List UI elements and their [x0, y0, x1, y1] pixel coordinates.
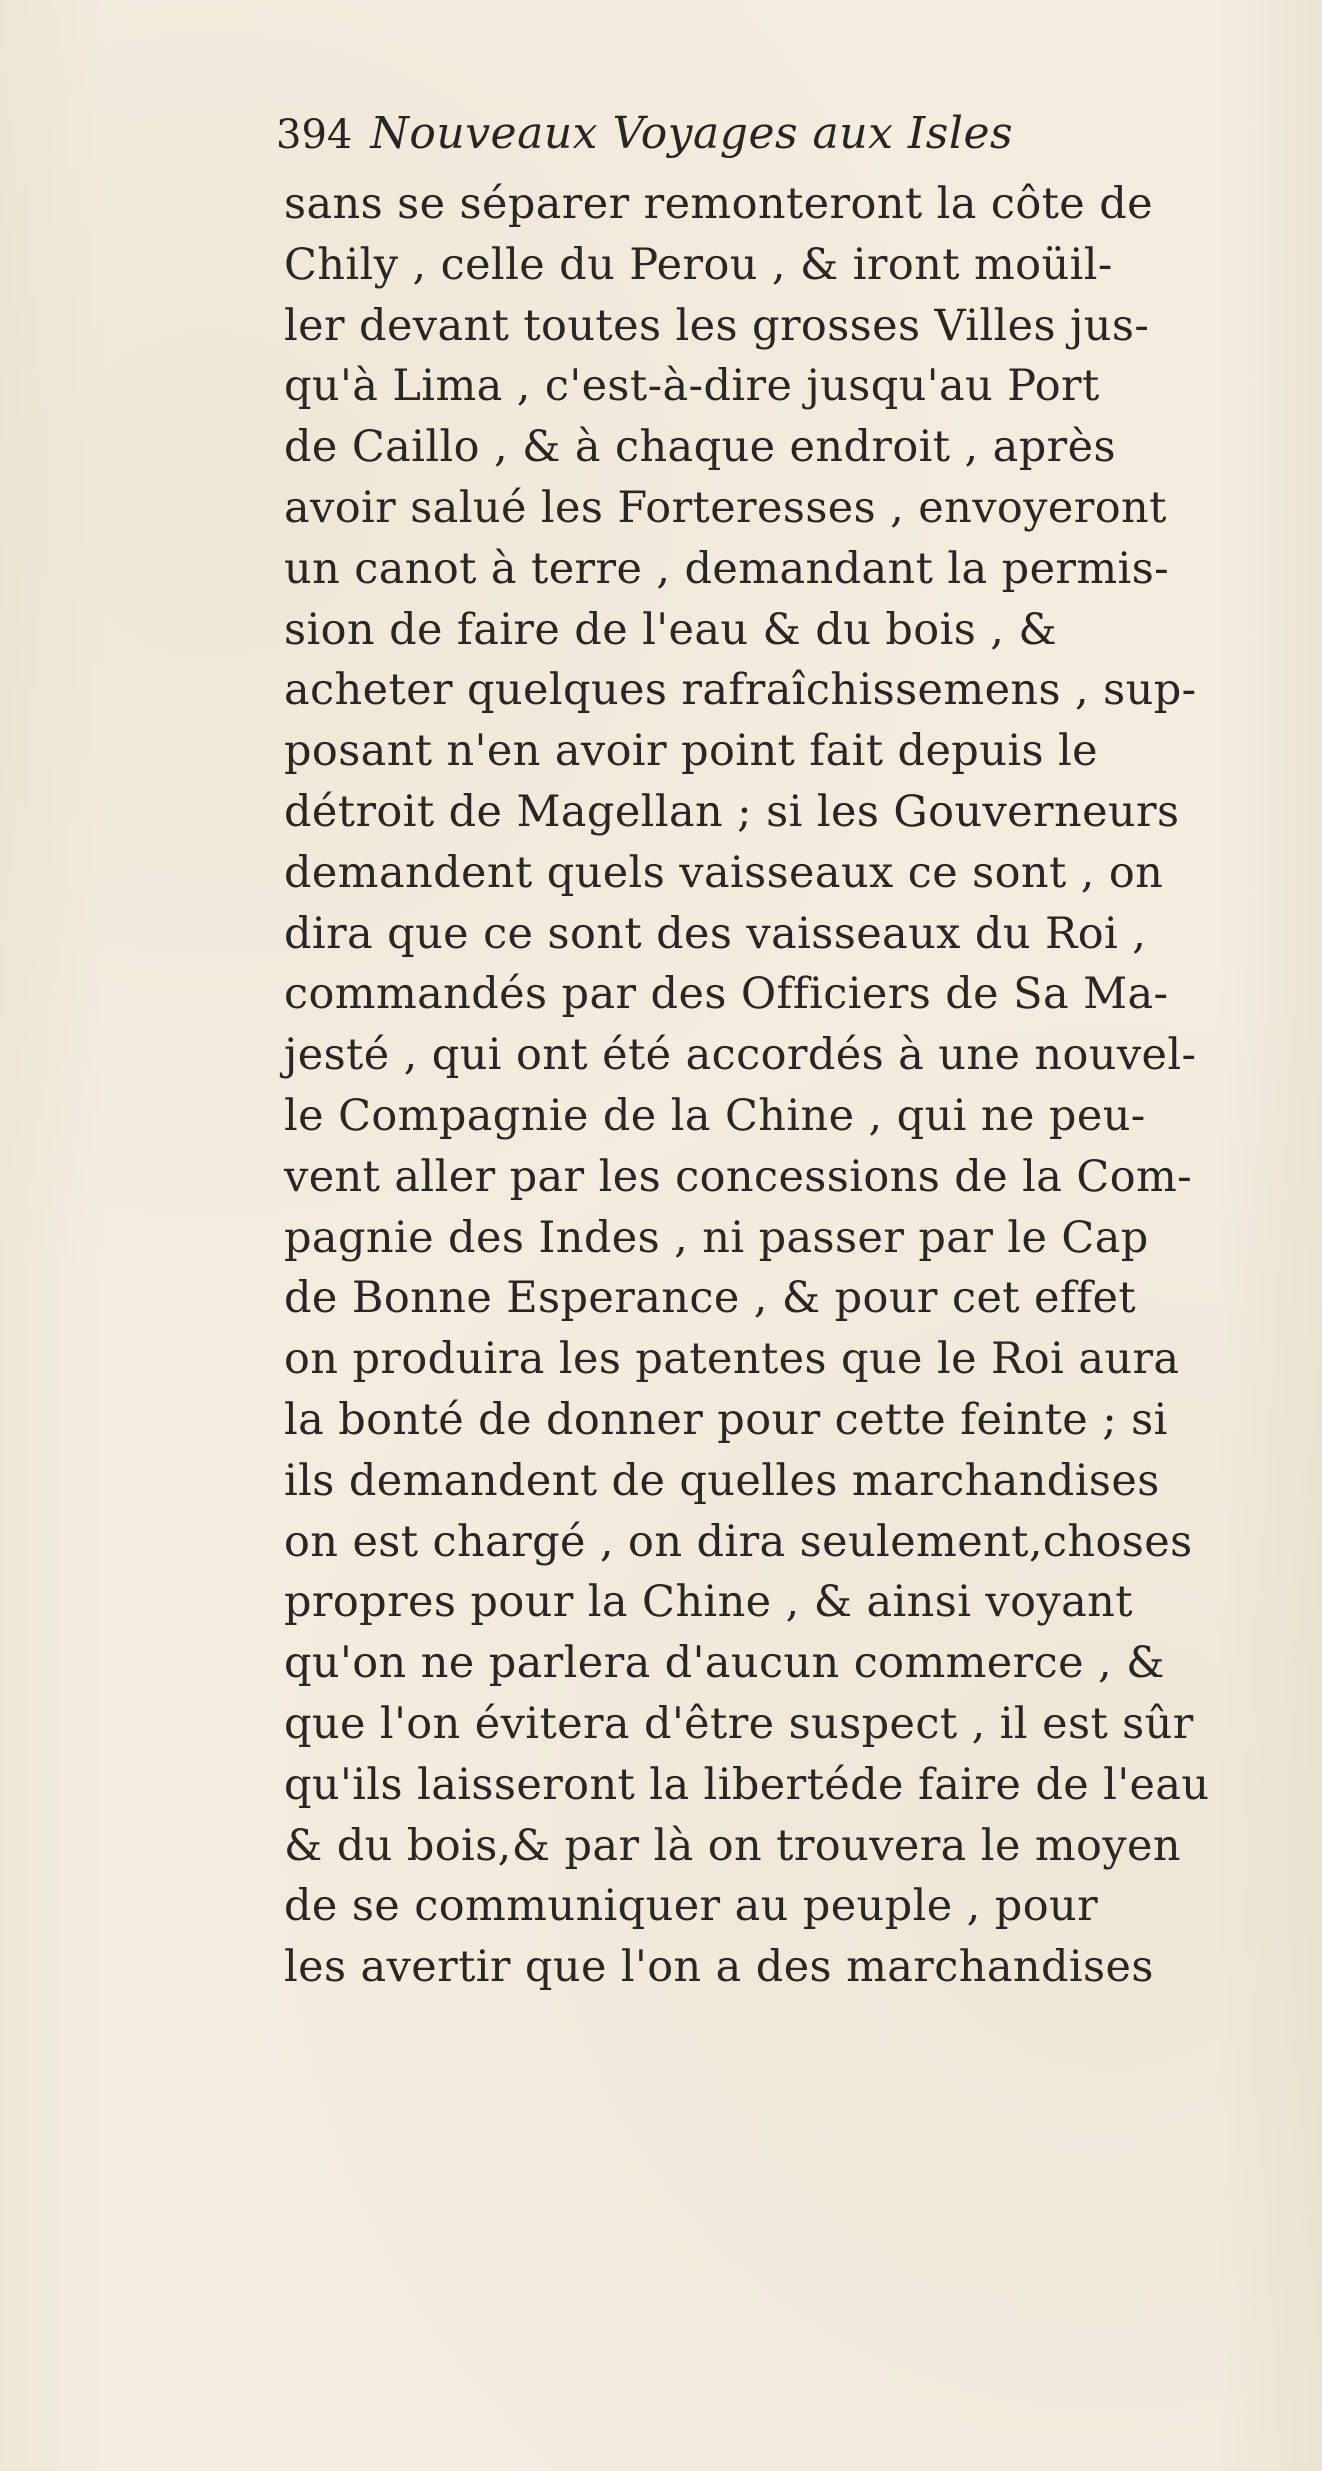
text-line: on produira les patentes que le Roi aura [284, 1334, 1180, 1385]
page-number: 394 [276, 112, 353, 158]
text-line: les avertir que l'on a des marchandises [284, 1942, 1154, 1993]
text-line: un canot à terre , demandant la permis- [284, 543, 1170, 594]
text-line: sans se séparer remonteront la côte de [284, 179, 1153, 229]
text-line: qu'on ne parlera d'aucun commerce , & [284, 1638, 1165, 1689]
text-line: dira que ce sont des vaisseaux du Roi , [284, 908, 1147, 959]
text-line: de Caillo , & à chaque endroit , après [284, 422, 1116, 473]
text-line: commandés par des Officiers de Sa Ma- [284, 969, 1169, 1020]
running-title: Nouveaux Voyages aux Isles [370, 108, 1014, 159]
page-header [276, 108, 1136, 170]
text-line: ils demandent de quelles marchandises [284, 1455, 1160, 1506]
text-line: posant n'en avoir point fait depuis le [284, 726, 1099, 777]
text-line: de se communiquer au peuple , pour [284, 1881, 1099, 1932]
text-line: détroit de Magellan ; si les Gouverneurs [284, 786, 1180, 837]
text-line: la bonté de donner pour cette feinte ; si [284, 1394, 1168, 1445]
text-line: ler devant toutes les grosses Villes jus- [284, 300, 1150, 351]
text-line: de Bonne Esperance , & pour cet effet [284, 1273, 1137, 1324]
text-line: pagnie des Indes , ni passer par le Cap [284, 1212, 1149, 1263]
text-line: qu'à Lima , c'est-à-dire jusqu'au Port [284, 361, 1100, 412]
text-line: le Compagnie de la Chine , qui ne peu- [284, 1090, 1146, 1141]
text-line: demandent quels vaisseaux ce sont , on [284, 847, 1164, 898]
text-line: & du bois,& par là on trouvera le moyen [284, 1820, 1181, 1871]
text-line: Chily , celle du Perou , & iront moüil- [284, 239, 1113, 290]
text-line: qu'ils laisseront la libertéde faire de l'eau [284, 1759, 1210, 1810]
text-line: sion de faire de l'eau & du bois , & [284, 604, 1058, 655]
text-line: acheter quelques rafraîchissemens , sup- [284, 665, 1197, 716]
text-line: propres pour la Chine , & ainsi voyant [284, 1577, 1133, 1628]
text-line: vent aller par les concessions de la Com- [284, 1151, 1193, 1202]
text-line: que l'on évitera d'être suspect , il est sûr [284, 1698, 1194, 1749]
text-line: avoir salué les Forteresses , envoyeront [284, 482, 1167, 533]
text-line: on est chargé , on dira seulement,choses [284, 1516, 1193, 1567]
body-text [284, 174, 1254, 1998]
text-line: jesté , qui ont été accordés à une nouvel- [284, 1030, 1197, 1081]
